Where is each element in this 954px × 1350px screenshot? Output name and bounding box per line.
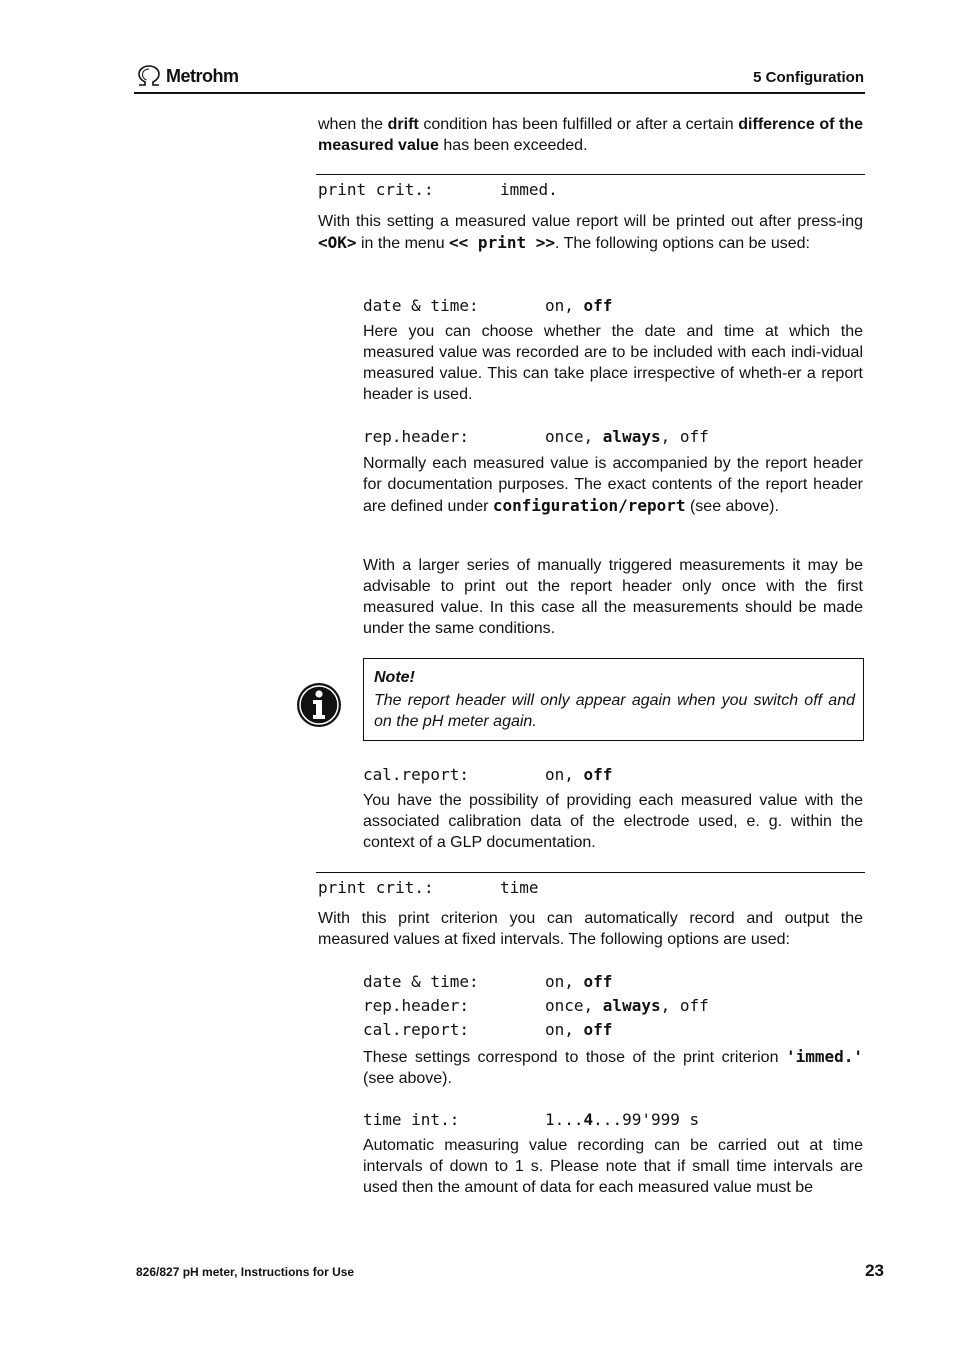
time-setting-date-time — [363, 972, 863, 991]
page-number: 23 — [865, 1261, 884, 1280]
logo-text: Metrohm — [166, 65, 239, 86]
info-icon — [296, 682, 342, 733]
time-description: With this print criterion you can automatically record and output the measured values at fixed intervals. The following options are used: — [318, 910, 863, 948]
correspond-note: These settings correspond to those of the print criterion 'immed.' (see above). — [363, 1047, 863, 1087]
setting-value: time — [500, 878, 539, 897]
omega-icon — [136, 65, 162, 87]
header-divider — [134, 92, 865, 94]
setting-key: time int.: — [363, 1110, 460, 1129]
setting-date-time — [363, 296, 863, 315]
setting-key: print crit.: — [318, 180, 434, 199]
setting-value: once, always, off — [545, 996, 709, 1015]
setting-rep-header — [363, 427, 863, 446]
setting-value: immed. — [500, 180, 558, 199]
note-text: The report header will only appear again when you switch off and on the pH meter again. — [374, 692, 855, 730]
setting-value: on, off — [545, 296, 613, 315]
chapter-title: 5 Configuration — [753, 69, 864, 86]
footer-title: 826/827 pH meter, Instructions for Use — [136, 1265, 355, 1279]
note-title: Note! — [374, 669, 415, 686]
time-setting-rep-header — [363, 996, 863, 1015]
setting-print-crit-immed — [318, 180, 863, 199]
immed-description: With this setting a measured value report will be printed out after press-ing <OK> in the menu << print >>. The following options can be used: — [318, 213, 863, 252]
time-int-description: Automatic measuring value recording can be carried out at time intervals of down to 1 s. Please note that if small time intervals are used then the amount of data for each measured value must be — [363, 1137, 863, 1196]
date-time-description: Here you can choose whether the date and time at which the measured value was recorded are to be included with each indi-vidual measured value. This can take place irrespective of wheth-er a report header is used. — [363, 323, 863, 403]
setting-key: date & time: — [363, 972, 479, 991]
rep-header-description: Normally each measured value is accompanied by the report header for documentation purposes. The exact contents of the report header are defined under configuration/report (see above). — [363, 455, 863, 515]
intro-paragraph: when the drift condition has been fulfilled or after a certain difference of the measured value has been exceeded. — [318, 116, 863, 154]
setting-cal-report — [363, 765, 863, 784]
setting-key: rep.header: — [363, 996, 469, 1015]
setting-value: on, off — [545, 972, 613, 991]
setting-value: on, off — [545, 1020, 613, 1039]
setting-key: rep.header: — [363, 427, 469, 446]
setting-key: print crit.: — [318, 878, 434, 897]
setting-time-int — [363, 1110, 863, 1129]
setting-value: 1...4...99'999 s — [545, 1110, 700, 1129]
setting-print-crit-time — [318, 878, 863, 897]
setting-value: on, off — [545, 765, 613, 784]
setting-key: cal.report: — [363, 1020, 469, 1039]
time-setting-cal-report — [363, 1020, 863, 1039]
setting-key: cal.report: — [363, 765, 469, 784]
cal-report-description: You have the possibility of providing each measured value with the associated calibration data of the electrode used, e. g. within the context of a GLP documentation. — [363, 792, 863, 851]
section-divider — [316, 872, 865, 873]
rep-header-description-2: With a larger series of manually triggered measurements it may be advisable to print out the report header only once with the first measured value. In this case all the measurements should be made under the same conditions. — [363, 557, 863, 637]
setting-value: once, always, off — [545, 427, 709, 446]
setting-key: date & time: — [363, 296, 479, 315]
metrohm-logo — [136, 64, 239, 88]
section-divider — [316, 174, 865, 175]
